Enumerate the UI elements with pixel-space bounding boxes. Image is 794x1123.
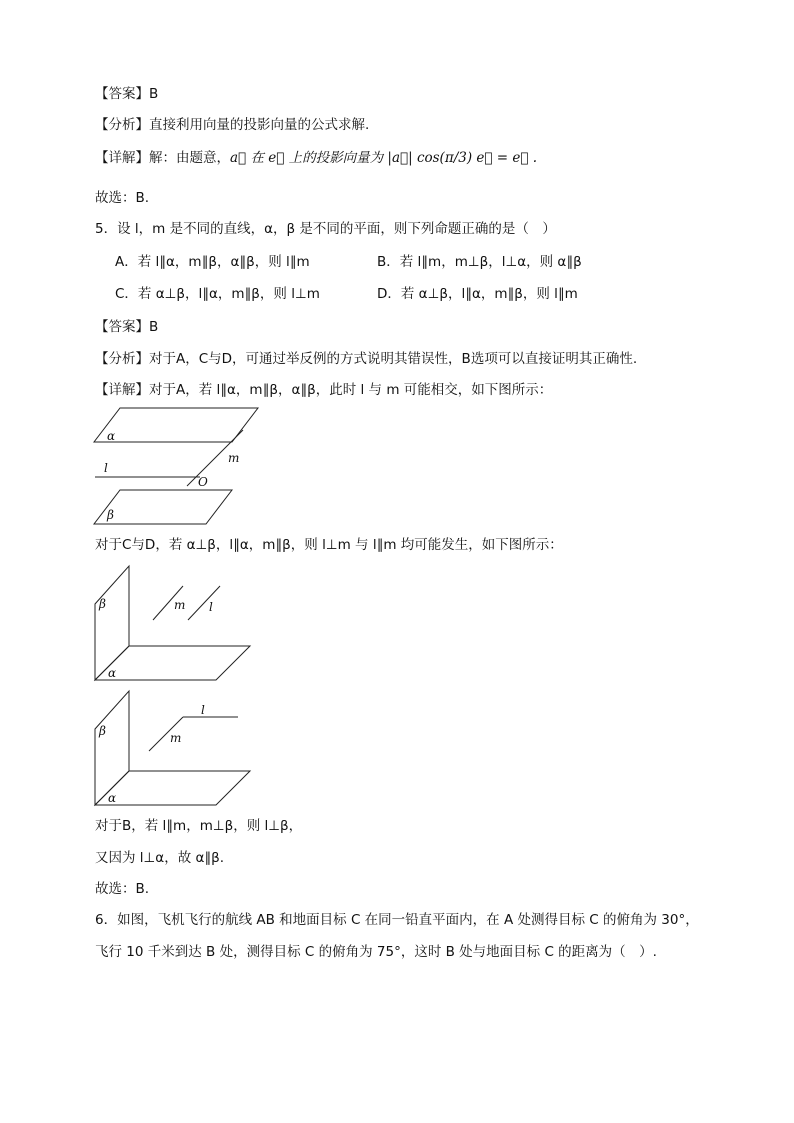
figure-perpendicular-planes-1: [90, 560, 260, 684]
q5-analysis: 【分析】对于A，C与D，可通过举反例的方式说明其错误性，B选项可以直接证明其正确性.: [95, 351, 638, 367]
plane-alpha: [94, 408, 258, 442]
figure-parallel-planes: [90, 404, 260, 530]
label-beta: β: [107, 508, 114, 522]
line-l: [188, 586, 220, 620]
q5-detail-b1: 对于B，若 l∥m，m⊥β，则 l⊥β，: [95, 818, 303, 834]
q5-answer: 【答案】B: [95, 319, 159, 335]
q5-detail-a: 【详解】对于A，若 l∥α，m∥β，α∥β，此时 l 与 m 可能相交，如下图所示：: [95, 382, 553, 398]
label-alpha: α: [108, 791, 117, 805]
label-l: l: [201, 703, 205, 717]
plane-alpha: [95, 771, 250, 805]
label-beta: β: [99, 597, 106, 611]
q4-detail: [95, 148, 537, 168]
figure-perpendicular-planes-2-svg: [90, 685, 260, 809]
label-o: O: [198, 475, 208, 489]
label-m: m: [170, 731, 182, 745]
q5-options-row-1: [115, 252, 582, 272]
q6-line-2: 飞行 10 千米到达 B 处，测得目标 C 的俯角为 75°，这时 B 处与地面目标 C 的距离为（ ）.: [95, 944, 657, 960]
label-beta: β: [99, 724, 106, 738]
q4-detail-prefix: 【详解】解：由题意，: [95, 150, 230, 166]
q4-analysis: 【分析】直接利用向量的投影向量的公式求解.: [95, 117, 370, 133]
figure-perpendicular-planes-1-svg: [90, 560, 260, 684]
plane-alpha: [95, 646, 250, 680]
q5-option-d: D．若 α⊥β，l∥α，m∥β，则 l∥m: [377, 286, 578, 302]
q4-detail-math: a⃗ 在 e⃗ 上的投影向量为 |a⃗| cos(π/3) e⃗ = e⃗ .: [230, 150, 538, 166]
label-alpha: α: [108, 666, 117, 680]
label-m: m: [174, 598, 186, 612]
label-alpha: α: [107, 429, 116, 443]
figure-perpendicular-planes-2: [90, 685, 260, 809]
figure-parallel-planes-svg: [90, 404, 260, 530]
q4-choice: 故选：B.: [95, 190, 150, 206]
q5-option-b: B．若 l∥m，m⊥β，l⊥α，则 α∥β: [377, 254, 582, 270]
label-l: l: [209, 600, 213, 614]
q5-option-c: C．若 α⊥β，l∥α，m∥β，则 l⊥m: [115, 286, 320, 302]
q5-options-row-2: [115, 284, 578, 304]
q5-option-a: A．若 l∥α，m∥β，α∥β，则 l∥m: [115, 254, 310, 270]
label-m: m: [228, 451, 240, 465]
q5-detail-cd: 对于C与D，若 α⊥β，l∥α，m∥β，则 l⊥m 与 l∥m 均可能发生，如下图所示：: [95, 537, 563, 553]
q5-stem: 5．设 l，m 是不同的直线，α，β 是不同的平面，则下列命题正确的是（ ）: [95, 221, 556, 237]
plane-beta: [94, 490, 232, 524]
q6-line-1: 6．如图，飞机飞行的航线 AB 和地面目标 C 在同一铅直平面内，在 A 处测得目标 C 的俯角为 30°，: [95, 912, 699, 928]
q4-answer: 【答案】B: [95, 86, 159, 102]
label-l: l: [104, 461, 108, 475]
q5-detail-b2: 又因为 l⊥α，故 α∥β.: [95, 850, 225, 866]
q5-choice: 故选：B.: [95, 881, 150, 897]
